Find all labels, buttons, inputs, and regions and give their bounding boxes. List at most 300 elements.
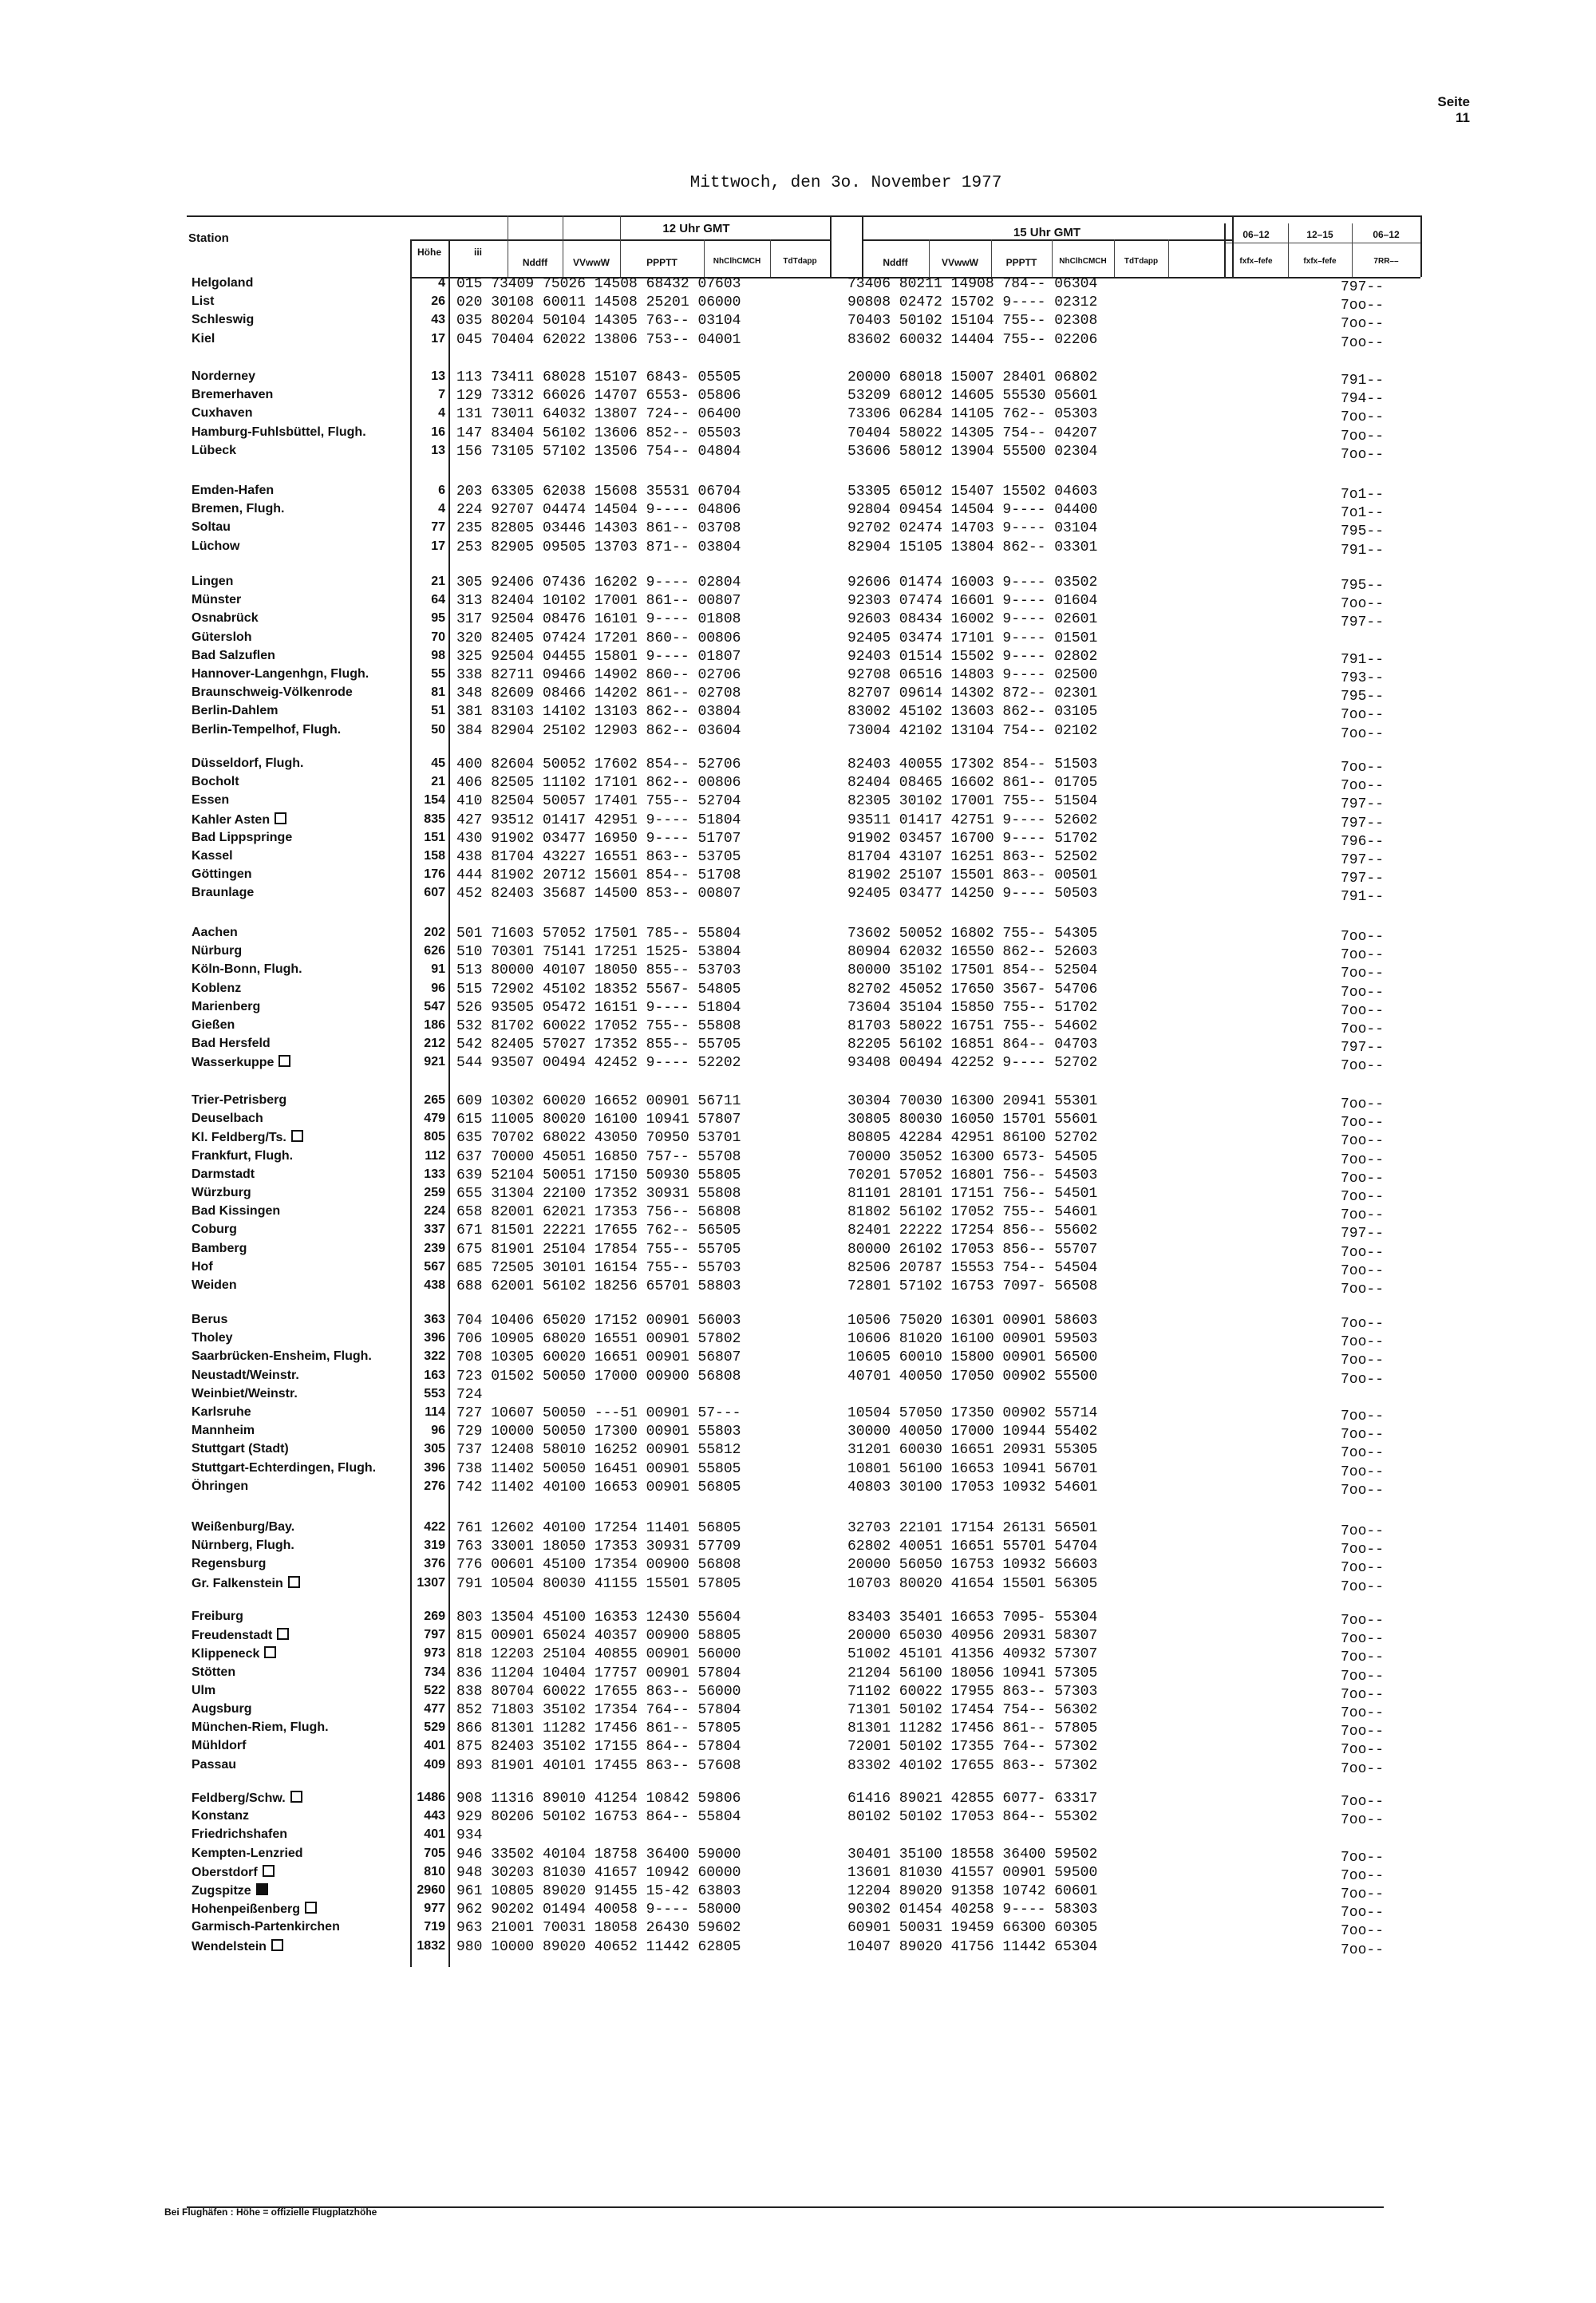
station-hoehe: 1307 <box>417 1575 445 1590</box>
station-name <box>192 444 407 461</box>
obs-precip-group: 7o1-- <box>1341 487 1385 503</box>
station-hoehe: 13 <box>431 369 445 383</box>
station-name <box>192 944 407 962</box>
obs-12-gmt: 727 10607 50050 ---51 00901 57--- <box>456 1405 741 1421</box>
obs-12-gmt: 934 <box>456 1827 483 1844</box>
obs-15-gmt: 92804 09454 14504 9---- 04400 <box>847 502 1098 519</box>
station-name <box>192 1739 407 1756</box>
station-name <box>192 831 407 848</box>
station-name <box>192 756 407 774</box>
obs-12-gmt: 129 73312 66026 14707 6553- 05806 <box>456 388 741 405</box>
obs-15-gmt: 83302 40102 17655 863-- 57302 <box>847 1757 1098 1774</box>
obs-precip-group: 791-- <box>1341 889 1385 906</box>
station-name <box>192 1684 407 1701</box>
station-hoehe: 96 <box>431 1424 445 1438</box>
obs-15-gmt: 30000 40050 17000 10944 55402 <box>847 1424 1098 1440</box>
station-hoehe: 835 <box>424 812 445 826</box>
obs-12-gmt: 532 81702 60022 17052 755-- 55808 <box>456 1018 741 1034</box>
station-hoehe: 163 <box>424 1368 445 1382</box>
obs-15-gmt: 70404 58022 14305 754-- 04207 <box>847 425 1098 441</box>
station-hoehe: 4 <box>438 502 445 516</box>
open-square-icon <box>305 1902 317 1914</box>
station-hoehe: 91 <box>431 962 445 977</box>
obs-precip-group: 797-- <box>1341 871 1385 887</box>
obs-15-gmt: 73004 42102 13104 754-- 02102 <box>847 722 1098 739</box>
obs-precip-group: 797-- <box>1341 279 1385 295</box>
station-name <box>192 388 407 405</box>
station-name <box>192 1827 407 1845</box>
obs-12-gmt: 637 70000 45051 16850 757-- 55708 <box>456 1148 741 1165</box>
station-name <box>192 1628 407 1645</box>
station-name <box>192 1461 407 1479</box>
header-12-col-4: NhClhCMCH <box>713 257 761 266</box>
station-name <box>192 575 407 592</box>
station-hoehe: 322 <box>424 1349 445 1364</box>
station-name <box>192 1204 407 1222</box>
obs-12-gmt: 815 00901 65024 40357 00900 58805 <box>456 1628 741 1645</box>
station-name <box>192 332 407 350</box>
station-label: Trier-Petrisberg <box>192 1093 287 1107</box>
obs-15-gmt: 91902 03457 16700 9---- 51702 <box>847 830 1098 847</box>
station-name <box>192 1939 407 1957</box>
station-hoehe: 705 <box>424 1846 445 1860</box>
obs-precip-group: 796-- <box>1341 833 1385 850</box>
obs-precip-group: 7oo-- <box>1341 334 1385 351</box>
station-label: Köln-Bonn, Flugh. <box>192 962 302 977</box>
station-hoehe: 64 <box>431 593 445 607</box>
station-name <box>192 1847 407 1864</box>
obs-15-gmt: 70403 50102 15104 755-- 02308 <box>847 313 1098 330</box>
obs-precip-group: 7oo-- <box>1341 1353 1385 1369</box>
station-name <box>192 685 407 703</box>
obs-12-gmt: 400 82604 50052 17602 854-- 52706 <box>456 756 741 772</box>
obs-12-gmt: 803 13504 45100 16353 12430 55604 <box>456 1610 741 1626</box>
station-label: Bremen, Flugh. <box>192 502 285 516</box>
header-15-gmt: 15 Uhr GMT <box>1013 226 1081 239</box>
station-name <box>192 1539 407 1556</box>
station-name <box>192 1167 407 1185</box>
station-label: Zugspitze <box>192 1884 251 1898</box>
obs-15-gmt: 13601 81030 41557 00901 59500 <box>847 1864 1098 1881</box>
station-label: Berlin-Tempelhof, Flugh. <box>192 722 342 737</box>
station-name <box>192 1242 407 1259</box>
obs-15-gmt: 80805 42284 42951 86100 52702 <box>847 1130 1098 1147</box>
obs-precip-group: 797-- <box>1341 796 1385 813</box>
station-label: Weinbiet/Weinstr. <box>192 1386 298 1400</box>
obs-precip-group: 7oo-- <box>1341 1760 1385 1777</box>
obs-15-gmt: 73306 06284 14105 762-- 05303 <box>847 406 1098 423</box>
station-hoehe: 607 <box>424 886 445 900</box>
obs-precip-group: 7oo-- <box>1341 596 1385 613</box>
obs-15-gmt: 30805 80030 16050 15701 55601 <box>847 1112 1098 1128</box>
station-name <box>192 1883 407 1901</box>
obs-precip-group: 7oo-- <box>1341 966 1385 982</box>
obs-12-gmt: 430 91902 03477 16950 9---- 51707 <box>456 830 741 847</box>
station-hoehe: 2960 <box>417 1883 445 1897</box>
station-label: Kempten-Lenzried <box>192 1846 303 1860</box>
obs-12-gmt: 203 63305 62038 15608 35531 06704 <box>456 484 741 500</box>
open-square-icon <box>264 1646 276 1658</box>
obs-12-gmt: 961 10805 89020 91455 15-42 63803 <box>456 1883 741 1899</box>
obs-15-gmt: 70201 57052 16801 756-- 54503 <box>847 1167 1098 1183</box>
obs-precip-group: 793-- <box>1341 670 1385 686</box>
station-name <box>192 484 407 501</box>
station-label: Frankfurt, Flugh. <box>192 1148 294 1163</box>
station-hoehe: 212 <box>424 1037 445 1051</box>
header-range-c: 06–12 <box>1373 229 1400 240</box>
station-name <box>192 667 407 685</box>
station-hoehe: 13 <box>431 443 445 457</box>
station-label: Bad Lippspringe <box>192 830 293 844</box>
obs-precip-group: 7oo-- <box>1341 1482 1385 1499</box>
obs-15-gmt: 10801 56100 16653 10941 56701 <box>847 1460 1098 1477</box>
obs-15-gmt: 90808 02472 15702 9---- 02312 <box>847 294 1098 311</box>
obs-15-gmt: 92606 01474 16003 9---- 03502 <box>847 575 1098 591</box>
station-hoehe: 734 <box>424 1665 445 1679</box>
header-iii: iii <box>473 247 482 258</box>
obs-12-gmt: 305 92406 07436 16202 9---- 02804 <box>456 575 741 591</box>
obs-15-gmt: 53305 65012 15407 15502 04603 <box>847 484 1098 500</box>
obs-precip-group: 797-- <box>1341 614 1385 631</box>
obs-15-gmt: 83403 35401 16653 7095- 55304 <box>847 1610 1098 1626</box>
station-label: Marienberg <box>192 999 261 1013</box>
station-hoehe: 7 <box>438 388 445 402</box>
obs-15-gmt: 82305 30102 17001 755-- 51504 <box>847 793 1098 810</box>
station-hoehe: 176 <box>424 867 445 882</box>
obs-precip-group: 7oo-- <box>1341 1408 1385 1424</box>
obs-precip-group: 7oo-- <box>1341 1794 1385 1810</box>
obs-precip-group: 7o1-- <box>1341 505 1385 522</box>
obs-15-gmt: 32703 22101 17154 26131 56501 <box>847 1520 1098 1536</box>
obs-precip-group: 795-- <box>1341 689 1385 705</box>
obs-12-gmt: 501 71603 57052 17501 785-- 55804 <box>456 926 741 942</box>
obs-12-gmt: 838 80704 60022 17655 863-- 56000 <box>456 1683 741 1700</box>
obs-precip-group: 794-- <box>1341 391 1385 408</box>
obs-12-gmt: 156 73105 57102 13506 754-- 04804 <box>456 443 741 460</box>
obs-12-gmt: 635 70702 68022 43050 70950 53701 <box>456 1130 741 1147</box>
obs-15-gmt: 80904 62032 16550 862-- 52603 <box>847 944 1098 961</box>
station-label: Gr. Falkenstein <box>192 1576 283 1590</box>
station-label: Hamburg-Fuhlsbüttel, Flugh. <box>192 425 366 439</box>
obs-12-gmt: 406 82505 11102 17101 862-- 00806 <box>456 775 741 792</box>
obs-precip-group: 7oo-- <box>1341 725 1385 742</box>
obs-precip-group <box>1341 634 1428 651</box>
obs-15-gmt: 92603 08434 16002 9---- 02601 <box>847 611 1098 628</box>
open-square-icon <box>279 1055 290 1067</box>
header-range-a: 06–12 <box>1242 229 1270 240</box>
obs-12-gmt: 738 11402 50050 16451 00901 55805 <box>456 1460 741 1477</box>
obs-15-gmt: 31201 60030 16651 20931 55305 <box>847 1442 1098 1459</box>
obs-precip-group: 7oo-- <box>1341 778 1385 795</box>
obs-precip-group: 7oo-- <box>1341 1942 1385 1958</box>
obs-12-gmt: 235 82805 03446 14303 861-- 03708 <box>456 520 741 537</box>
station-hoehe: 376 <box>424 1557 445 1571</box>
station-hoehe: 21 <box>431 775 445 789</box>
obs-precip-group: 7oo-- <box>1341 1244 1385 1261</box>
obs-12-gmt: 761 12602 40100 17254 11401 56805 <box>456 1520 741 1536</box>
station-name <box>192 1758 407 1776</box>
station-name <box>192 723 407 741</box>
station-name <box>192 1720 407 1738</box>
obs-15-gmt: 30304 70030 16300 20941 55301 <box>847 1093 1098 1109</box>
obs-12-gmt: 338 82711 09466 14902 860-- 02706 <box>456 667 741 683</box>
obs-15-gmt: 92708 06516 14803 9---- 02500 <box>847 667 1098 683</box>
station-label: Ulm <box>192 1683 216 1697</box>
station-hoehe: 719 <box>424 1920 445 1934</box>
open-square-icon <box>291 1130 303 1142</box>
station-hoehe: 805 <box>424 1130 445 1144</box>
obs-12-gmt: 131 73011 64032 13807 724-- 06400 <box>456 406 741 423</box>
station-name <box>192 1223 407 1240</box>
obs-12-gmt: 313 82404 10102 17001 861-- 00807 <box>456 593 741 610</box>
station-hoehe: 151 <box>424 830 445 844</box>
station-hoehe: 269 <box>424 1610 445 1623</box>
header-12-col-2: VVwwW <box>572 257 610 268</box>
station-name <box>192 886 407 903</box>
station-hoehe: 401 <box>424 1827 445 1842</box>
station-label: Hannover-Langenhgn, Flugh. <box>192 667 369 681</box>
header-15-col-4: NhClhCMCH <box>1059 257 1107 266</box>
station-name <box>192 1791 407 1808</box>
obs-15-gmt: 90302 01454 40258 9---- 58303 <box>847 1902 1098 1918</box>
obs-precip-group: 7oo-- <box>1341 1668 1385 1685</box>
header-station: Station <box>188 231 229 245</box>
obs-12-gmt: 836 11204 10404 17757 00901 57804 <box>456 1665 741 1681</box>
station-name <box>192 369 407 387</box>
obs-precip-group: 7oo-- <box>1341 760 1385 776</box>
station-hoehe: 396 <box>424 1460 445 1475</box>
obs-15-gmt: 80102 50102 17053 864-- 55302 <box>847 1809 1098 1826</box>
obs-precip-group: 7oo-- <box>1341 446 1385 463</box>
station-label: Hohenpeißenberg <box>192 1902 301 1917</box>
open-square-icon <box>275 812 286 824</box>
obs-12-gmt: 609 10302 60020 16652 00901 56711 <box>456 1093 741 1109</box>
obs-15-gmt: 81301 11282 17456 861-- 57805 <box>847 1720 1098 1737</box>
station-hoehe: 396 <box>424 1331 445 1345</box>
station-label: Berus <box>192 1313 228 1326</box>
obs-12-gmt: 791 10504 80030 41155 15501 57805 <box>456 1575 741 1592</box>
open-square-icon <box>288 1576 300 1588</box>
obs-precip-group: 7oo-- <box>1341 1002 1385 1019</box>
obs-12-gmt: 320 82405 07424 17201 860-- 00806 <box>456 630 741 646</box>
station-name <box>192 649 407 666</box>
station-label: Bamberg <box>192 1241 247 1255</box>
obs-precip-group: 7oo-- <box>1341 1578 1385 1595</box>
station-name <box>192 1865 407 1882</box>
station-hoehe: 95 <box>431 611 445 626</box>
obs-12-gmt: 729 10000 50050 17300 00901 55803 <box>456 1424 741 1440</box>
obs-12-gmt: 325 92504 04455 15801 9---- 01807 <box>456 648 741 665</box>
header-12-col-5: TdTdapp <box>783 257 817 266</box>
station-name <box>192 1646 407 1664</box>
obs-12-gmt: 946 33502 40104 18758 36400 59000 <box>456 1846 741 1863</box>
obs-precip-group: 7oo-- <box>1341 947 1385 964</box>
station-hoehe: 401 <box>424 1739 445 1753</box>
station-hoehe: 422 <box>424 1520 445 1534</box>
obs-precip-group: 7oo-- <box>1341 1649 1385 1666</box>
station-label: Lübeck <box>192 443 237 457</box>
obs-15-gmt: 73602 50052 16802 755-- 54305 <box>847 926 1098 942</box>
station-name <box>192 793 407 811</box>
station-label: Berlin-Dahlem <box>192 704 279 718</box>
station-hoehe: 224 <box>424 1204 445 1219</box>
header-hoehe: Höhe <box>417 247 441 258</box>
station-label: Freiburg <box>192 1610 243 1623</box>
station-hoehe: 337 <box>424 1223 445 1237</box>
obs-12-gmt: 675 81901 25104 17854 755-- 55705 <box>456 1241 741 1258</box>
obs-12-gmt: 147 83404 56102 13606 852-- 05503 <box>456 425 741 441</box>
obs-12-gmt: 929 80206 50102 16753 864-- 55804 <box>456 1809 741 1826</box>
station-label: Bad Salzuflen <box>192 648 275 662</box>
obs-precip-group: 7oo-- <box>1341 1371 1385 1388</box>
obs-precip-group: 7oo-- <box>1341 1021 1385 1037</box>
obs-precip-group: 7oo-- <box>1341 316 1385 333</box>
station-label: Wasserkuppe <box>192 1056 275 1070</box>
station-hoehe: 1832 <box>417 1938 445 1953</box>
obs-15-gmt: 81703 58022 16751 755-- 54602 <box>847 1018 1098 1034</box>
station-hoehe: 276 <box>424 1479 445 1493</box>
station-hoehe: 810 <box>424 1864 445 1878</box>
obs-12-gmt: 410 82504 50057 17401 755-- 52704 <box>456 793 741 810</box>
obs-precip-group: 7oo-- <box>1341 1464 1385 1480</box>
station-hoehe: 98 <box>431 648 445 662</box>
station-label: Emden-Hafen <box>192 484 275 497</box>
obs-15-gmt: 21204 56100 18056 10941 57305 <box>847 1665 1098 1681</box>
station-label: Passau <box>192 1757 237 1772</box>
station-name <box>192 1576 407 1594</box>
header-15-col-2: VVwwW <box>941 257 978 268</box>
obs-precip-group: 7oo-- <box>1341 1096 1385 1112</box>
station-hoehe: 16 <box>431 425 445 439</box>
header-12-col-3: PPPTT <box>646 257 678 268</box>
obs-precip-group: 7oo-- <box>1341 1152 1385 1168</box>
station-label: Stuttgart-Echterdingen, Flugh. <box>192 1460 377 1475</box>
obs-15-gmt: 93511 01417 42751 9---- 52602 <box>847 812 1098 828</box>
obs-12-gmt: 510 70301 75141 17251 1525- 53804 <box>456 944 741 961</box>
obs-precip-group: 7oo-- <box>1341 1115 1385 1132</box>
obs-15-gmt: 82205 56102 16851 864-- 04703 <box>847 1037 1098 1053</box>
station-label: Essen <box>192 793 230 808</box>
station-label: Koblenz <box>192 981 242 995</box>
obs-12-gmt: 688 62001 56102 18256 65701 58803 <box>456 1278 741 1294</box>
header-15-col-1: Nddff <box>883 257 908 268</box>
obs-12-gmt: 818 12203 25104 40855 00901 56000 <box>456 1646 741 1663</box>
obs-12-gmt: 763 33001 18050 17353 30931 57709 <box>456 1539 741 1555</box>
station-label: Lingen <box>192 575 234 588</box>
obs-12-gmt: 427 93512 01417 42951 9---- 51804 <box>456 812 741 828</box>
obs-precip-group: 7oo-- <box>1341 1905 1385 1922</box>
station-label: Neustadt/Weinstr. <box>192 1368 299 1382</box>
obs-12-gmt: 737 12408 58010 16252 00901 55812 <box>456 1442 741 1459</box>
obs-15-gmt: 93408 00494 42252 9---- 52702 <box>847 1055 1098 1072</box>
station-label: Bad Kissingen <box>192 1204 281 1219</box>
station-label: Aachen <box>192 926 238 939</box>
station-label: Weißenburg/Bay. <box>192 1520 295 1534</box>
station-hoehe: 4 <box>438 406 445 421</box>
station-label: Würzburg <box>192 1186 251 1199</box>
station-label: Kiel <box>192 331 215 346</box>
station-name <box>192 1331 407 1349</box>
open-square-icon <box>271 1939 283 1951</box>
header-12-gmt: 12 Uhr GMT <box>662 222 730 235</box>
obs-12-gmt: 544 93507 00494 42452 9---- 52202 <box>456 1055 741 1072</box>
obs-precip-group: 7oo-- <box>1341 1705 1385 1721</box>
obs-15-gmt: 20000 56050 16753 10932 56603 <box>847 1557 1098 1574</box>
obs-12-gmt: 852 71803 35102 17354 764-- 57804 <box>456 1702 741 1718</box>
obs-15-gmt: 82707 09614 14302 872-- 02301 <box>847 685 1098 702</box>
obs-precip-group: 7oo-- <box>1341 1686 1385 1703</box>
station-label: Kl. Feldberg/Ts. <box>192 1131 286 1145</box>
station-hoehe: 319 <box>424 1539 445 1553</box>
station-label: Stuttgart (Stadt) <box>192 1442 289 1456</box>
obs-12-gmt: 253 82905 09505 13703 871-- 03804 <box>456 539 741 555</box>
station-hoehe: 50 <box>431 722 445 737</box>
header-15-col-5: TdTdapp <box>1124 257 1159 266</box>
station-hoehe: 305 <box>424 1442 445 1456</box>
obs-12-gmt: 724 <box>456 1386 483 1403</box>
header-sub-b: fxfx–fefe <box>1303 257 1337 266</box>
obs-precip-group: 7oo-- <box>1341 409 1385 426</box>
station-label: Wendelstein <box>192 1939 267 1953</box>
obs-15-gmt: 92405 03477 14250 9---- 50503 <box>847 886 1098 903</box>
station-label: Osnabrück <box>192 611 259 626</box>
station-name <box>192 1920 407 1938</box>
station-label: Schleswig <box>192 313 255 327</box>
obs-precip-group: 7oo-- <box>1341 1886 1385 1902</box>
obs-15-gmt: 81101 28101 17151 756-- 54501 <box>847 1186 1098 1202</box>
obs-precip-group: 791-- <box>1341 651 1385 668</box>
obs-12-gmt: 035 80204 50104 14305 763-- 03104 <box>456 313 741 330</box>
obs-12-gmt: 908 11316 89010 41254 10842 59806 <box>456 1791 741 1807</box>
station-label: Helgoland <box>192 276 254 290</box>
obs-precip-group: 7oo-- <box>1341 1724 1385 1740</box>
station-label: Darmstadt <box>192 1167 255 1181</box>
obs-15-gmt: 92702 02474 14703 9---- 03104 <box>847 520 1098 537</box>
station-hoehe: 438 <box>424 1278 445 1292</box>
station-hoehe: 26 <box>431 294 445 309</box>
obs-15-gmt: 92405 03474 17101 9---- 01501 <box>847 630 1098 646</box>
obs-12-gmt: 963 21001 70031 18058 26430 59602 <box>456 1920 741 1937</box>
obs-15-gmt: 92403 01514 15502 9---- 02802 <box>847 648 1098 665</box>
station-hoehe: 81 <box>431 685 445 700</box>
station-name <box>192 1369 407 1386</box>
obs-precip-group: 7oo-- <box>1341 1282 1385 1298</box>
obs-15-gmt: 71102 60022 17955 863-- 57303 <box>847 1683 1098 1700</box>
station-label: Deuselbach <box>192 1112 263 1126</box>
station-name <box>192 1424 407 1441</box>
station-hoehe: 973 <box>424 1646 445 1661</box>
obs-15-gmt: 20000 65030 40956 20931 58307 <box>847 1628 1098 1645</box>
obs-precip-group: 797-- <box>1341 1226 1385 1242</box>
obs-12-gmt: 948 30203 81030 41657 10942 60000 <box>456 1864 741 1881</box>
station-name <box>192 1809 407 1827</box>
obs-12-gmt: 444 81902 20712 15601 854-- 51708 <box>456 867 741 884</box>
station-name <box>192 1479 407 1497</box>
station-name <box>192 1387 407 1404</box>
station-name <box>192 313 407 330</box>
station-hoehe: 154 <box>424 793 445 808</box>
obs-15-gmt: 10504 57050 17350 00902 55714 <box>847 1405 1098 1421</box>
station-hoehe: 17 <box>431 539 445 553</box>
station-name <box>192 406 407 424</box>
obs-15-gmt: 10605 60010 15800 00901 56500 <box>847 1349 1098 1366</box>
obs-12-gmt: 542 82405 57027 17352 855-- 55705 <box>456 1037 741 1053</box>
obs-12-gmt: 875 82403 35102 17155 864-- 57804 <box>456 1739 741 1756</box>
station-hoehe: 443 <box>424 1809 445 1823</box>
station-hoehe: 114 <box>425 1405 445 1419</box>
obs-15-gmt: 10407 89020 41756 11442 65304 <box>847 1938 1098 1955</box>
obs-precip-group: 7oo-- <box>1341 1445 1385 1462</box>
